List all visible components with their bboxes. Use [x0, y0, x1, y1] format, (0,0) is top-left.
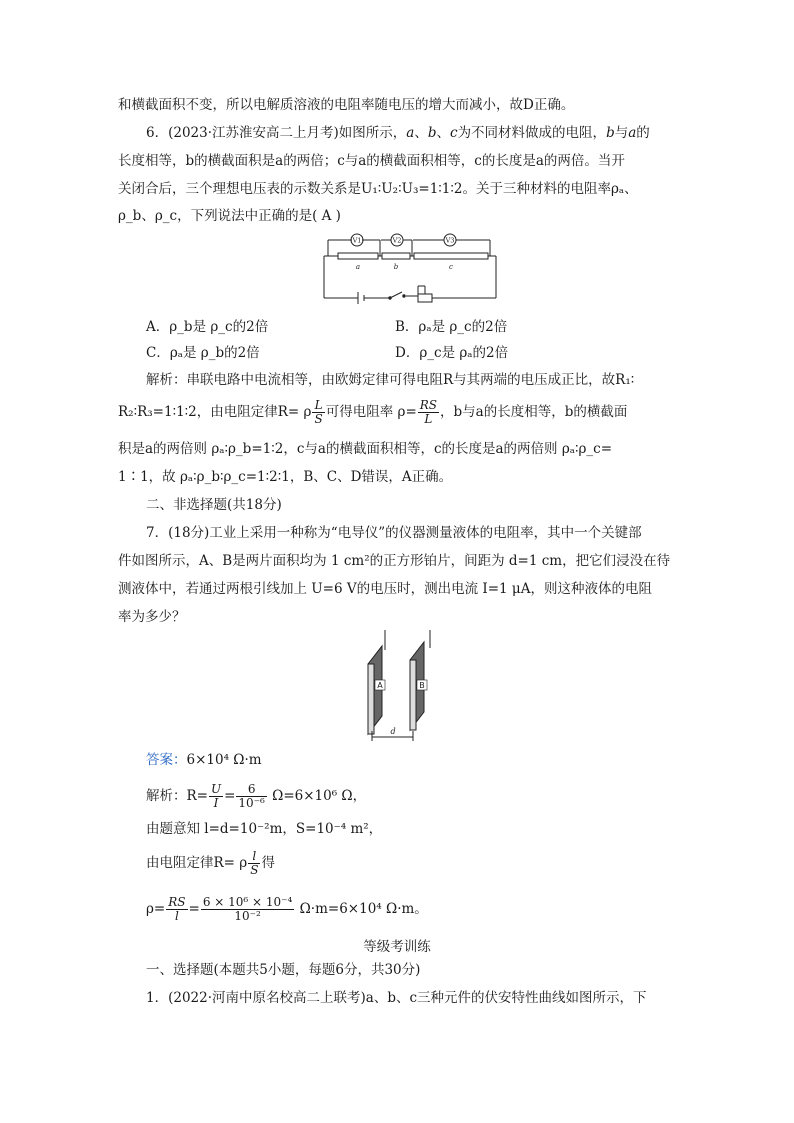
question-6-line-3: 关闭合后，三个理想电压表的示数关系是U₁∶U₂∶U₃=1∶1∶2。关于三种材料的电阻率ρₐ、: [118, 181, 638, 197]
plate-b-label: B: [419, 681, 425, 690]
option-d: D．ρ_c是 ρₐ的2倍: [395, 345, 509, 361]
option-c: C．ρₐ是 ρ_b的2倍: [146, 345, 260, 361]
analysis-7-line-4: ρ= $\frac{RS}{l}$ = $\frac{\text{6 × 10⁶ × 10⁻⁴}}{\text{10⁻²}}$ Ω·m=6×10⁴ Ω·m。: [146, 895, 428, 923]
resistor-c-label: c: [449, 263, 453, 271]
question-7-line-3: 测液体中，若通过两根引线加上 U=6 V的电压时，测出电流 I=1 μA，则这种液体的电阻: [118, 581, 652, 597]
plate-a-label: A: [377, 681, 383, 690]
v3-label: V3: [445, 236, 455, 245]
analysis-7-line-1: 解析：R= $\frac{U}{I}$ = $\frac{6}{\text{10⁻⁶}}$ Ω=6×10⁶ Ω，: [146, 782, 367, 810]
resistor-a-label: a: [355, 263, 361, 271]
analysis-6-line-3: 积是a的两倍则 ρₐ∶ρ_b=1∶2，c与a的横截面积相等，c的长度是a的两倍则 ρₐ∶ρ_c=: [118, 441, 613, 457]
question-6-line-4: ρ_b、ρ_c，下列说法中正确的是( A ): [118, 208, 341, 224]
section-title: 等级考训练: [363, 939, 431, 955]
plates-figure: [350, 630, 450, 742]
section-choice: 一、选择题(本题共5小题，每题6分，共30分): [146, 962, 421, 978]
resistor-b-label: b: [393, 263, 399, 271]
resistor-b: [382, 253, 410, 259]
analysis-7-line-2: 由题意知 l=d=10⁻²m，S=10⁻⁴ m²，: [146, 821, 383, 837]
v1-label: V1: [352, 236, 362, 245]
analysis-7-line-3: 由电阻定律R= ρ $\frac{l}{S}$ 得: [146, 849, 275, 877]
analysis-6-line-1: 解析：串联电路中电流相等，由欧姆定律可得电阻R与其两端的电压成正比，故R₁∶: [146, 372, 635, 388]
question-6-line-1: 6．(2023·江苏淮安高二上月考)如图所示，a、b、c为不同材料做成的电阻，b与a的: [146, 125, 650, 141]
resistor-a: [338, 253, 378, 259]
analysis-6-line-2: R₂∶R₃=1∶1∶2，由电阻定律R= ρ $\frac{L}{S}$ 可得电阻率 ρ= $\frac{RS}{L}$ ，b与a的长度相等，b的横截面: [118, 398, 628, 426]
option-a: A．ρ_b是 ρ_c的2倍: [146, 319, 269, 335]
circuit-diagram: [318, 230, 502, 308]
question-6-line-2: 长度相等，b的横截面积是a的两倍；c与a的横截面积相等，c的长度是a的两倍。当开: [118, 153, 625, 169]
v2-label: V2: [392, 236, 402, 245]
distance-label: d: [390, 727, 396, 736]
section-non-choice: 二、非选择题(共18分): [146, 497, 282, 513]
question-7-line-2: 件如图所示，A、B是两片面积均为 1 cm²的正方形铂片，间距为 d=1 cm，把它们浸没在待: [118, 553, 671, 569]
question-7-line-1: 7．(18分)工业上采用一种称为“电导仪”的仪器测量液体的电阻率，其中一个关键部: [146, 525, 642, 541]
question-1-line-1: 1．(2022·河南中原名校高二上联考)a、b、c三种元件的伏安特性曲线如图所示，下: [146, 990, 647, 1006]
text-line: 和横截面积不变，所以电解质溶液的电阻率随电压的增大而减小，故D正确。: [118, 97, 575, 113]
answer-7: 答案：6×10⁴ Ω·m: [146, 752, 262, 768]
resistor-c: [414, 253, 488, 259]
option-b: B．ρₐ是 ρ_c的2倍: [395, 319, 508, 335]
question-7-line-4: 率为多少？: [118, 609, 186, 625]
analysis-6-line-4: 1∶1，故 ρₐ∶ρ_b∶ρ_c=1∶2∶1，B、C、D错误，A正确。: [118, 469, 453, 485]
